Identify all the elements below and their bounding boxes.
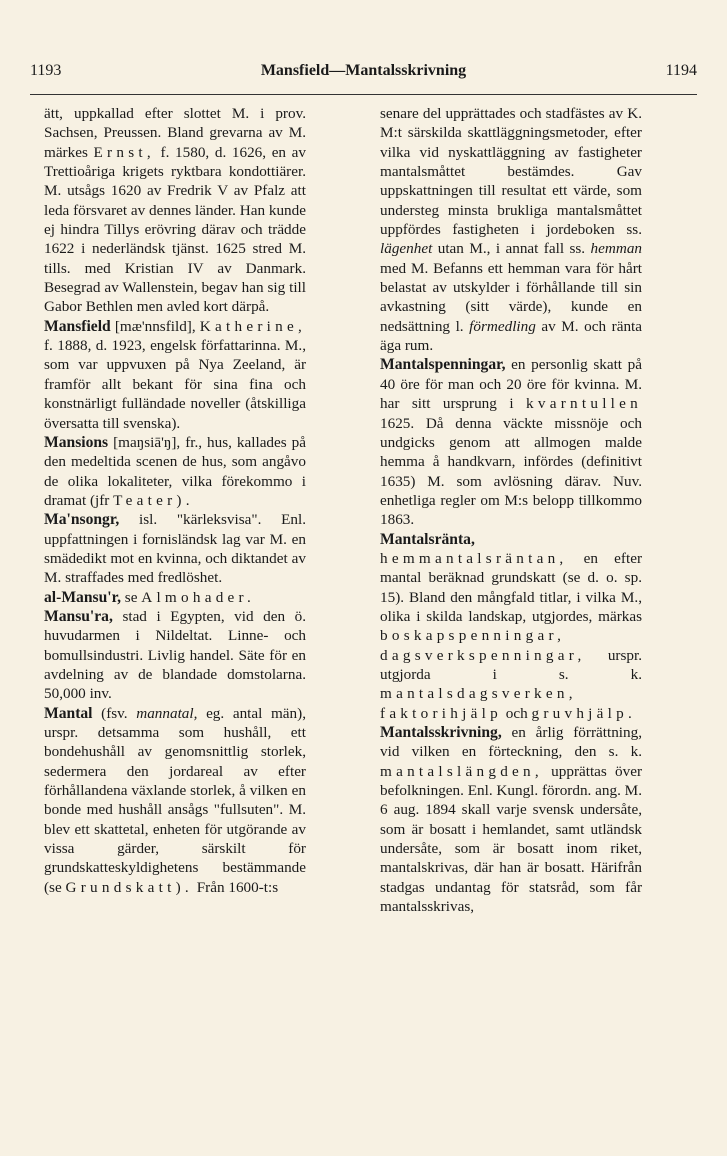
running-title: Mansfield—Mantalsskrivning	[260, 62, 467, 79]
headword: Ma'nsongr,	[44, 511, 120, 529]
page-number-left: 1193	[30, 62, 62, 79]
headword: al-Mansu'r,	[44, 588, 121, 606]
headword: Mantalspenningar,	[380, 356, 506, 374]
entry-mantal-continued: senare del upprättades och stadfästes av K. M:t särskilda skattläggningsmetoder, efter vilka vid nyskattläggning av fastigheter mantalsmåttet bestämdes. Gav uppskattningen till resultat ett värde, som understeg minsta brukliga mantalsmåttet uppfördes fastigheten i jordeboken ss. lägenhet utan M., i annat fall ss. hemman med M. Befanns ett hemman vara för hårt belastat av utskylder i förhållande till sin avkastning (sitt värde), kunde en nedsättning l. förmedling av M. och ränta äga rum.	[380, 105, 643, 355]
entry-mantalsskrivning: Mantalsskrivning, en årlig förrättning, vid vilken en förteckning, den s. k. mantalslängden, upprättas över befolkningen. Enl. Kungl. förordn. ang. M. 6 aug. 1894 skall varje svensk undersåte, som är bosatt i hemlandet, samt utländsk undersåte, som är bosatt inom riket, mantalskrivas, där han är bosatt. Härifrån stadgas undantag för statsråd, som får mantalsskrivas,	[380, 724, 643, 916]
headword: Mantal	[44, 704, 93, 722]
page-header	[30, 62, 697, 90]
headword: Mansions	[44, 433, 109, 451]
headword: Mansu'ra,	[44, 607, 113, 625]
headword: Mantalsränta,	[380, 530, 475, 548]
entry-mansfield-katherine: Mansfield [mæ'nnsfild], Katherine, f. 1888, d. 1923, engelsk författarinna. M., som var uppvuxen på Nya Zeeland, är framför allt bekant för sina fina och konstnärligt fulländade noveller (åtskilliga översatta till svenska).	[44, 317, 307, 432]
entry-mansongr: Ma'nsongr, isl. "kärleksvisa". Enl. uppfattningen i fornisländsk lag var M. en smädedikt mot en kvinna, och diktandet av M. straffades med fredlöshet.	[44, 511, 306, 587]
page-number-right: 1194	[665, 62, 697, 79]
headword: Mantalsskrivning,	[380, 724, 502, 741]
entry-mansions: Mansions [maŋsiā'ŋ], fr., hus, kallades på den medeltida scenen de hus, som angåvo de olika lokaliteter, vilka förekommo i dramat (jfr Teater).	[44, 433, 306, 509]
entry-mansura: Mansu'ra, stad i Egypten, vid den ö. huvudarmen i Nildeltat. Linne- och bomullsindustri. Livlig handel. Säte för en avdelning av de blandade domstolarna. 50,000 inv.	[44, 607, 306, 703]
left-column	[44, 104, 306, 897]
entry-mantal: Mantal (fsv. mannatal, eg. antal män), urspr. detsamma som hushåll, ett bondehushåll av genomsnittlig storlek, sedermera den jordareal av efter förhållandena växlande storlek, å vilken en bonde med hushåll ansågs "fullsuten". M. blev ett skattetal, enheten för utgörande av vissa gärder, särskilt för grundskatteskyldighetens bestämmande (se Grundskatt). Från 1600-t:s	[44, 704, 306, 896]
entry-al-mansur: al-Mansu'r, se Almohader.	[44, 588, 256, 606]
entry-mansfield-family: ätt, uppkallad efter slottet M. i prov. Sachsen, Preussen. Bland grevarna av M. märkes Ernst, f. 1580, d. 1626, en av Trettioåriga krigets ryktbara kondottiärer. M. utsågs 1620 av Fredrik V av Pfalz att leda försvaret av dennes länder. Han kunde ej hindra Tillys erövring därav och trädde 1622 i nederländsk tjänst. 1625 stred M. tills. med Kristian IV av Danmark. Besegrad av Wallenstein, begav han sig till Gabor Bethlen men avled kort därpå.	[44, 105, 306, 316]
entry-mantalsranta: Mantalsränta, hemmantalsräntan, en efter mantal beräknad grundskatt (se d. o. sp. 15). Bland den mångfald titlar, i vilka M., olika i skilda landskap, utgjordes, märkas boskapspenningar, dagsverkspenningar, urspr. utgjorda i s. k. mantalsdagsverken, faktorihjälp och gruvhjälp.	[380, 530, 643, 722]
entry-mantalspenningar: Mantalspenningar, en personlig skatt på 40 öre för man och 20 öre för kvinna. M. har sitt ursprung i kvarntullen 1625. Då denna väckte missnöje och undgicks genom att allmogen malde hemma å handkvarn, infördes (definitivt 1635) M. som avlösning därav. Nuv. enhetliga regler om M:s belopp tillkommo 1863.	[380, 356, 642, 529]
headword: Mansfield	[44, 317, 111, 335]
right-column	[380, 104, 642, 916]
header-rule	[30, 94, 697, 95]
